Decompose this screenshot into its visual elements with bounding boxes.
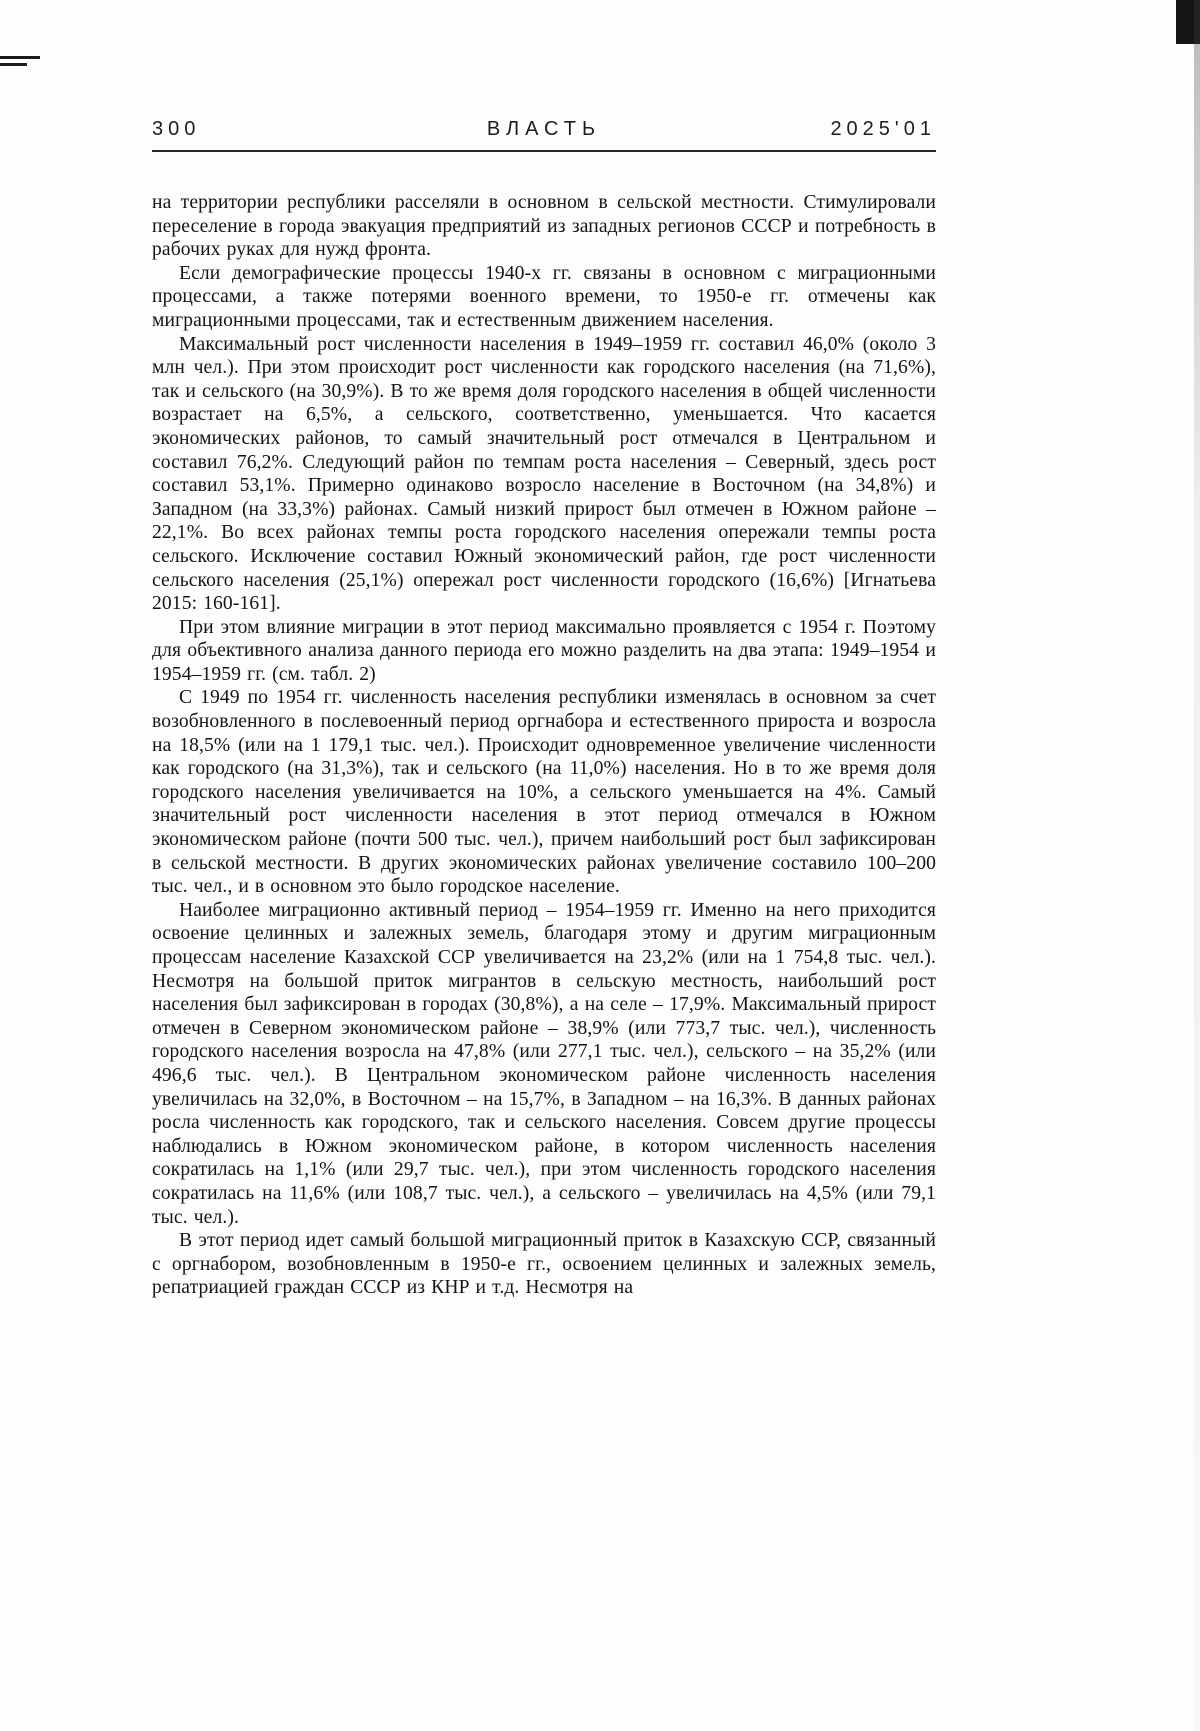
page-number: 300 bbox=[152, 118, 201, 140]
paragraph: При этом влияние миграции в этот период максимально проявляется с 1954 г. Поэтому для объективного анализа данного периода его можно разделить на два этапа: 1949–1954 и 1954–1959 гг. (см. табл. 2) bbox=[152, 616, 936, 685]
header-rule bbox=[152, 150, 936, 152]
journal-title: ВЛАСТЬ bbox=[486, 118, 602, 140]
paragraph: В этот период идет самый большой миграционный приток в Казахскую ССР, связанный с оргнабором, возобновленным в 1950-е гг., освоением целинных и залежных земель, репатриацией граждан СССР из КНР и т.д. Несмотря на bbox=[152, 1230, 936, 1299]
scan-edge-shadow bbox=[1194, 0, 1200, 1731]
paragraph: на территории республики расселяли в основном в сельской местности. Стимулировали переселение в города эвакуация предприятий из западных регионов СССР и потребность в рабочих руках для нужд фронта. bbox=[152, 192, 936, 261]
page-content bbox=[152, 118, 936, 1300]
article-body bbox=[152, 191, 936, 1300]
paragraph: Если демографические процессы 1940-х гг. связаны в основном с миграционными процессами, а также потерями военного времени, то 1950-е гг. отмечены как миграционными процессами, так и естественным движением населения. bbox=[152, 262, 936, 331]
scan-left-mark bbox=[0, 63, 27, 66]
paragraph: Наиболее миграционно активный период – 1954–1959 гг. Именно на него приходится освоение целинных и залежных земель, благодаря этому и другим миграционным процессам население Казахской ССР увеличивается на 23,2% (или на 1 754,8 тыс. чел.). Несмотря на большой приток мигрантов в сельскую местность, наибольший рост населения был зафиксирован в городах (30,8%), а на селе – 17,9%. Максимальный прирост отмечен в Северном экономическом районе – 38,9% (или 773,7 тыс. чел.), численность городского населения возросла на 47,8% (или 277,1 тыс. чел.), сельского – на 35,2% (или 496,6 тыс. чел.). В Центральном экономическом районе численность населения увеличилась на 32,0%, в Восточном – на 15,7%, в Западном – на 16,3%. В данных районах росла численность как городского, так и сельского населения. Совсем другие процессы наблюдались в Южном экономическом районе, в котором численность населения сократилась на 1,1% (или 29,7 тыс. чел.), при этом численность городского населения сократилась на 11,6% (или 108,7 тыс. чел.), а сельского – увеличилась на 4,5% (или 79,1 тыс. чел.). bbox=[152, 899, 936, 1228]
scan-left-mark bbox=[0, 56, 40, 59]
issue-number: 2025'01 bbox=[830, 118, 936, 140]
paragraph: Максимальный рост численности населения в 1949–1959 гг. составил 46,0% (около 3 млн чел.). При этом происходит рост численности как городского населения (на 71,6%), так и сельского (на 30,9%). В то же время доля городского населения в общей численности возрастает на 6,5%, а сельского, соответственно, уменьшается. Что касается экономических районов, то самый значительный рост отмечался в Центральном и составил 76,2%. Следующий район по темпам роста населения – Северный, здесь рост составил 53,1%. Примерно одинаково возросло население в Восточном (на 34,8%) и Западном (на 33,3%) районах. Самый низкий прирост был отмечен в Южном районе – 22,1%. Во всех районах темпы роста городского населения опережали темпы роста сельского. Исключение составил Южный экономический район, где рост численности сельского населения (25,1%) опережал рост численности городского (16,6%) [Игнатьева 2015: 160-161]. bbox=[152, 333, 936, 615]
running-head bbox=[152, 118, 936, 150]
paragraph: С 1949 по 1954 гг. численность населения республики изменялась в основном за счет возобновленного в послевоенный период оргнабора и естественного прироста и возросла на 18,5% (или на 1 179,1 тыс. чел.). Происходит одновременное увеличение численности как городского (на 31,3%), так и сельского (на 11,0%) населения. Но в то же время доля городского населения увеличивается на 10%, а сельского уменьшается на 4%. Самый значительный рост численности населения в этот период отмечался в Южном экономическом районе (почти 500 тыс. чел.), причем наибольший рост был зафиксирован в сельской местности. В других экономических районах увеличение составило 100–200 тыс. чел., и в основном это было городское население. bbox=[152, 687, 936, 898]
